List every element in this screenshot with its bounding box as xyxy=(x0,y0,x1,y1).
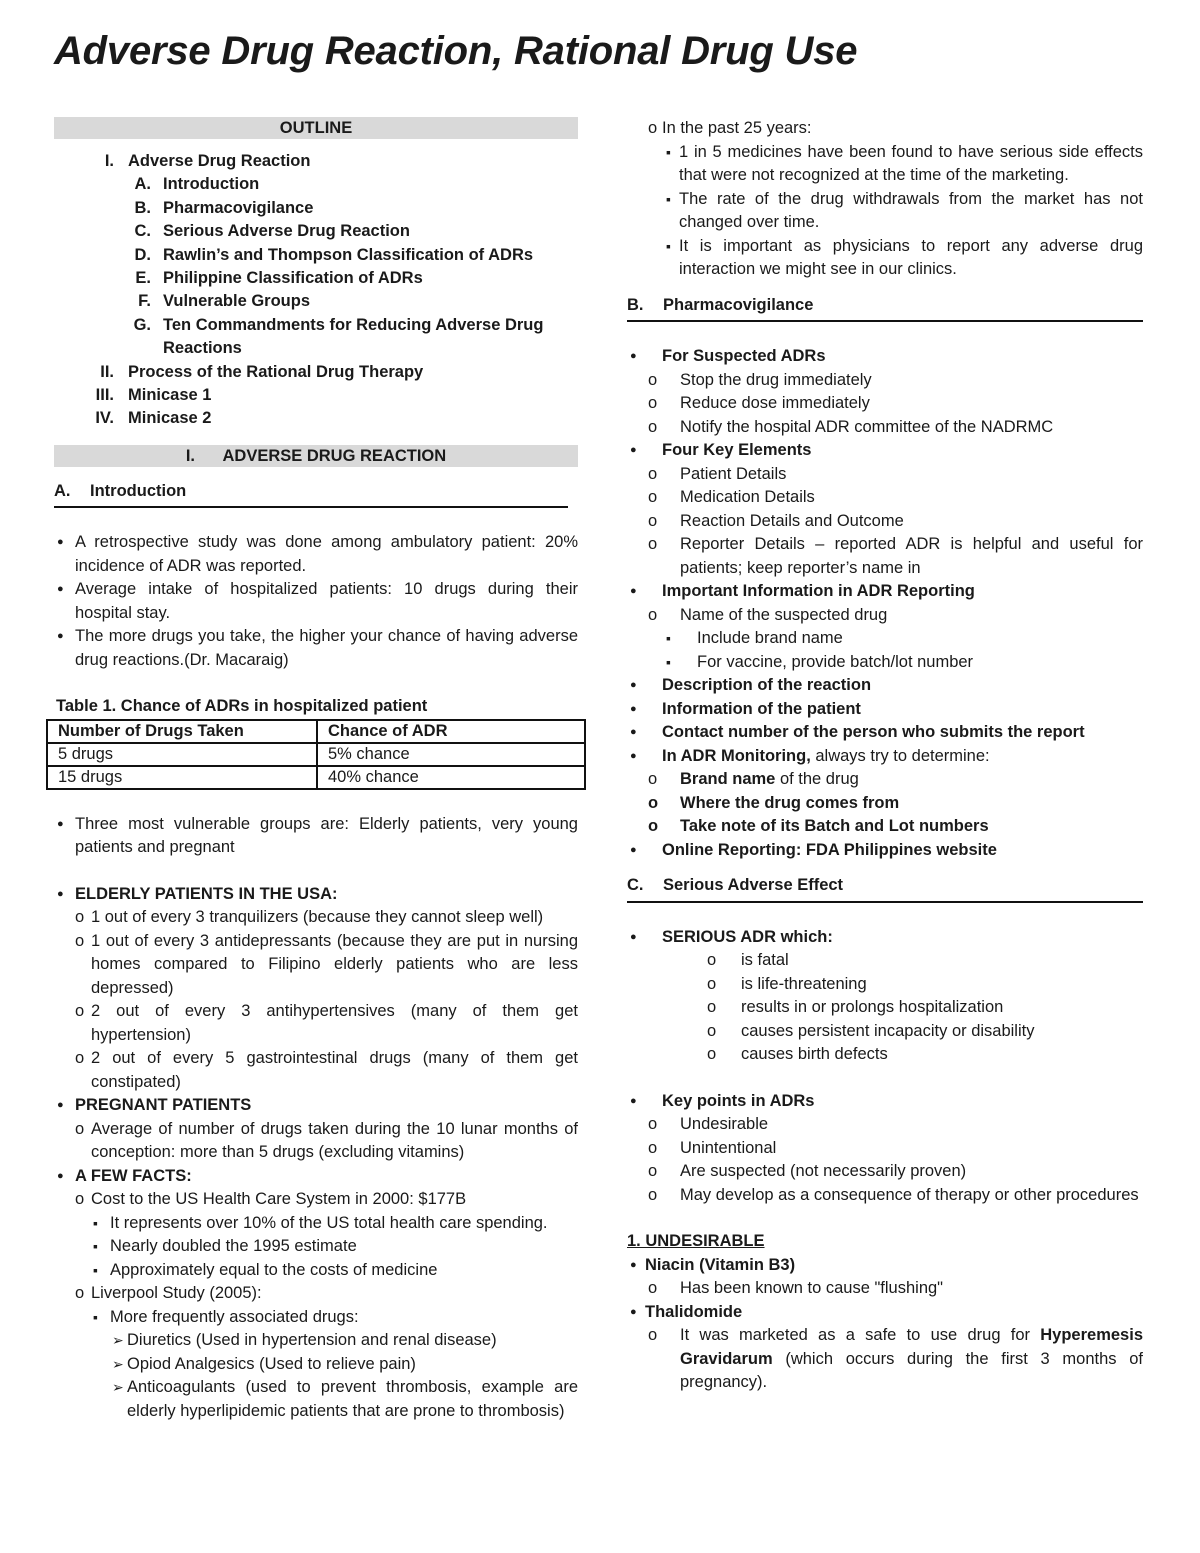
outline-num: III. xyxy=(95,385,114,404)
list-item: ● A retrospective study was done among ambulatory patient: 20% incidence of ADR was reported. xyxy=(54,531,578,578)
list-item: o 1 out of every 3 tranquilizers (because they cannot sleep well) xyxy=(54,906,578,930)
outline-num: IV. xyxy=(95,409,114,428)
outline-sub-num: E. xyxy=(135,268,151,287)
list-item: ● Online Reporting: FDA Philippines website xyxy=(627,839,1143,863)
list-item: o causes persistent incapacity or disability xyxy=(627,1020,1143,1044)
list-item xyxy=(627,745,1143,769)
list-item: ● A FEW FACTS: xyxy=(54,1165,578,1189)
list-item: ● Important Information in ADR Reporting xyxy=(627,580,1143,604)
list-item: o Cost to the US Health Care System in 2000: $177B xyxy=(54,1188,578,1212)
adr-chance-table xyxy=(46,719,586,790)
list-item: ● Average intake of hospitalized patients: 10 drugs during their hospital stay. xyxy=(54,578,578,625)
outline-subitem xyxy=(54,267,578,290)
outline-num: II. xyxy=(100,362,114,381)
list-item: o Average of number of drugs taken during the 10 lunar months of conception: more than 5 drugs (excluding vitamins) xyxy=(54,1118,578,1165)
outline-sub-num: C. xyxy=(134,222,151,241)
list-item-text: of the drug xyxy=(775,770,859,788)
outline-sub-num: G. xyxy=(133,315,151,334)
list-item-text: always try to determine: xyxy=(810,746,990,765)
list-item: ● PREGNANT PATIENTS xyxy=(54,1094,578,1118)
list-item: o Where the drug comes from xyxy=(627,792,1143,816)
list-item: o In the past 25 years: xyxy=(627,117,1143,141)
table-header: Chance of ADR xyxy=(317,720,585,743)
section-title: ADVERSE DRUG REACTION xyxy=(222,446,447,465)
outline-sub-num: D. xyxy=(134,245,151,264)
list-item-text: (which occurs during the first 3 months of pregnancy). xyxy=(680,1349,1143,1391)
outline-sub-label: Reactions xyxy=(163,339,242,358)
outline-label: Process of the Rational Drug Therapy xyxy=(128,362,424,381)
list-item: ▪ For vaccine, provide batch/lot number xyxy=(627,651,1143,675)
outline-subitem xyxy=(54,173,578,196)
outline-sub-num: B. xyxy=(134,198,151,217)
list-item: o Name of the suspected drug xyxy=(627,604,1143,628)
outline-subitem xyxy=(54,244,578,267)
outline-subitem xyxy=(54,197,578,220)
outline-item xyxy=(54,407,578,430)
list-item: o Undesirable xyxy=(627,1113,1143,1137)
list-item: ➢ Opiod Analgesics (Used to relieve pain) xyxy=(54,1353,578,1377)
table-cell: 5% chance xyxy=(317,743,585,766)
list-item: ▪ More frequently associated drugs: xyxy=(54,1306,578,1330)
table-cell: 15 drugs xyxy=(47,766,317,789)
list-item: ● Three most vulnerable groups are: Elderly patients, very young patients and pregnant xyxy=(54,813,578,860)
list-item: ● ELDERLY PATIENTS IN THE USA: xyxy=(54,883,578,907)
outline-sub-label: Pharmacovigilance xyxy=(163,198,314,217)
list-item: ▪ 1 in 5 medicines have been found to have serious side effects that were not recognized at the time of the marketing. xyxy=(627,141,1143,188)
list-item: ▪ The rate of the drug withdrawals from the market has not changed over time. xyxy=(627,188,1143,235)
subsection-heading-pharmacovigilance xyxy=(627,294,1143,323)
outline-label: Minicase 2 xyxy=(128,409,212,428)
list-item-text: It was marketed as a safe to use drug for xyxy=(680,1326,1041,1344)
list-item: o Patient Details xyxy=(627,463,1143,487)
undesirable-heading: 1. UNDESIRABLE xyxy=(627,1232,765,1250)
subsection-heading-serious xyxy=(627,874,1143,903)
list-item: o Medication Details xyxy=(627,486,1143,510)
list-item: o Reduce dose immediately xyxy=(627,392,1143,416)
list-item: ● The more drugs you take, the higher your chance of having adverse drug reactions.(Dr. Macaraig) xyxy=(54,625,578,672)
table-cell: 5 drugs xyxy=(47,743,317,766)
list-item: ● Thalidomide xyxy=(627,1301,1143,1325)
list-item: o is fatal xyxy=(627,949,1143,973)
list-item: o Are suspected (not necessarily proven) xyxy=(627,1160,1143,1184)
list-item: ● Four Key Elements xyxy=(627,439,1143,463)
outline-sub-label: Ten Commandments for Reducing Adverse Drug xyxy=(163,315,544,334)
subsection-title: Serious Adverse Effect xyxy=(663,876,844,894)
list-item: o Notify the hospital ADR committee of the NADRMC xyxy=(627,416,1143,440)
outline-subitem xyxy=(54,290,578,313)
list-item xyxy=(627,1324,1143,1395)
outline-item xyxy=(54,384,578,407)
list-item: ● For Suspected ADRs xyxy=(627,345,1143,369)
list-item: ▪ It represents over 10% of the US total health care spending. xyxy=(54,1212,578,1236)
list-item: ▪ Nearly doubled the 1995 estimate xyxy=(54,1235,578,1259)
list-item-bold: Hyperemesis Gravidarum xyxy=(680,1326,1143,1368)
list-item: o Reporter Details – reported ADR is helpful and useful for patients; keep reporter’s name in xyxy=(627,533,1143,580)
list-item: o is life-threatening xyxy=(627,973,1143,997)
subsection-letter: B. xyxy=(627,295,644,314)
outline-subitem xyxy=(54,314,578,337)
right-column xyxy=(627,117,1143,1395)
list-item: o Take note of its Batch and Lot numbers xyxy=(627,815,1143,839)
outline-sub-num: F. xyxy=(138,292,151,311)
outline-num: I. xyxy=(104,152,114,170)
list-item-bold: Brand name xyxy=(680,770,776,788)
list-item: o 2 out of every 3 antihypertensives (many of them get hypertension) xyxy=(54,1000,578,1047)
list-item: o 2 out of every 5 gastrointestinal drugs (many of them get constipated) xyxy=(54,1047,578,1094)
list-item: ▪ Approximately equal to the costs of medicine xyxy=(54,1259,578,1283)
list-item: ➢ Anticoagulants (used to prevent thrombosis, example are elderly hyperlipidemic patients that are prone to thrombosis) xyxy=(54,1376,578,1423)
outline-sub-num: A. xyxy=(134,175,151,194)
list-item: o causes birth defects xyxy=(627,1043,1143,1067)
list-item: o May develop as a consequence of therapy or other procedures xyxy=(627,1184,1143,1208)
outline-subitem xyxy=(54,337,578,360)
table-cell: 40% chance xyxy=(317,766,585,789)
list-item: ▪ It is important as physicians to report any adverse drug interaction we might see in our clinics. xyxy=(627,235,1143,282)
outline-sub-label: Vulnerable Groups xyxy=(163,292,311,311)
subsection-letter: C. xyxy=(627,876,644,894)
list-item: o Liverpool Study (2005): xyxy=(54,1282,578,1306)
table-header: Number of Drugs Taken xyxy=(47,720,317,743)
outline-sub-label: Serious Adverse Drug Reaction xyxy=(163,222,410,241)
list-item: ● Description of the reaction xyxy=(627,674,1143,698)
list-item-bold: In ADR Monitoring, xyxy=(662,746,811,765)
subsection-heading-introduction xyxy=(54,480,568,509)
table-row xyxy=(47,743,585,766)
list-item xyxy=(627,768,1143,792)
outline-item xyxy=(54,150,578,173)
list-item: o Reaction Details and Outcome xyxy=(627,510,1143,534)
outline-sub-label: Introduction xyxy=(163,175,260,194)
subsection-title: Introduction xyxy=(90,481,187,500)
section-heading-adr xyxy=(54,445,578,467)
list-item: ● Contact number of the person who submits the report xyxy=(627,721,1143,745)
table-caption: Table 1. Chance of ADRs in hospitalized patient xyxy=(56,697,428,716)
list-item: o Has been known to cause "flushing" xyxy=(627,1277,1143,1301)
outline-subitem xyxy=(54,220,578,243)
page-title: Adverse Drug Reaction, Rational Drug Use xyxy=(54,29,858,73)
list-item: o Unintentional xyxy=(627,1137,1143,1161)
list-item: ➢ Diuretics (Used in hypertension and renal disease) xyxy=(54,1329,578,1353)
outline-label: Adverse Drug Reaction xyxy=(128,152,311,170)
list-item: ● Niacin (Vitamin B3) xyxy=(627,1254,1143,1278)
list-item: ● Information of the patient xyxy=(627,698,1143,722)
section-num: I. xyxy=(185,446,195,465)
list-item: o results in or prolongs hospitalization xyxy=(627,996,1143,1020)
list-item: ● SERIOUS ADR which: xyxy=(627,926,1143,950)
outline-sub-label: Rawlin’s and Thompson Classification of ADRs xyxy=(163,245,534,264)
table-header-row xyxy=(47,720,585,743)
outline-item xyxy=(54,361,578,384)
list-item: o Stop the drug immediately xyxy=(627,369,1143,393)
subsection-letter: A. xyxy=(54,481,71,500)
outline-label: Minicase 1 xyxy=(128,385,212,404)
list-item: o 1 out of every 3 antidepressants (because they are put in nursing homes compared to Filipino elderly patients who are less depressed) xyxy=(54,930,578,1001)
list-item: ▪ Include brand name xyxy=(627,627,1143,651)
subsection-title: Pharmacovigilance xyxy=(663,295,814,314)
list-item: ● Key points in ADRs xyxy=(627,1090,1143,1114)
table-row xyxy=(47,766,585,789)
outline-sub-label: Philippine Classification of ADRs xyxy=(163,268,423,287)
outline-heading: OUTLINE xyxy=(54,117,578,139)
outline-list xyxy=(54,150,578,431)
left-column xyxy=(54,117,578,1423)
